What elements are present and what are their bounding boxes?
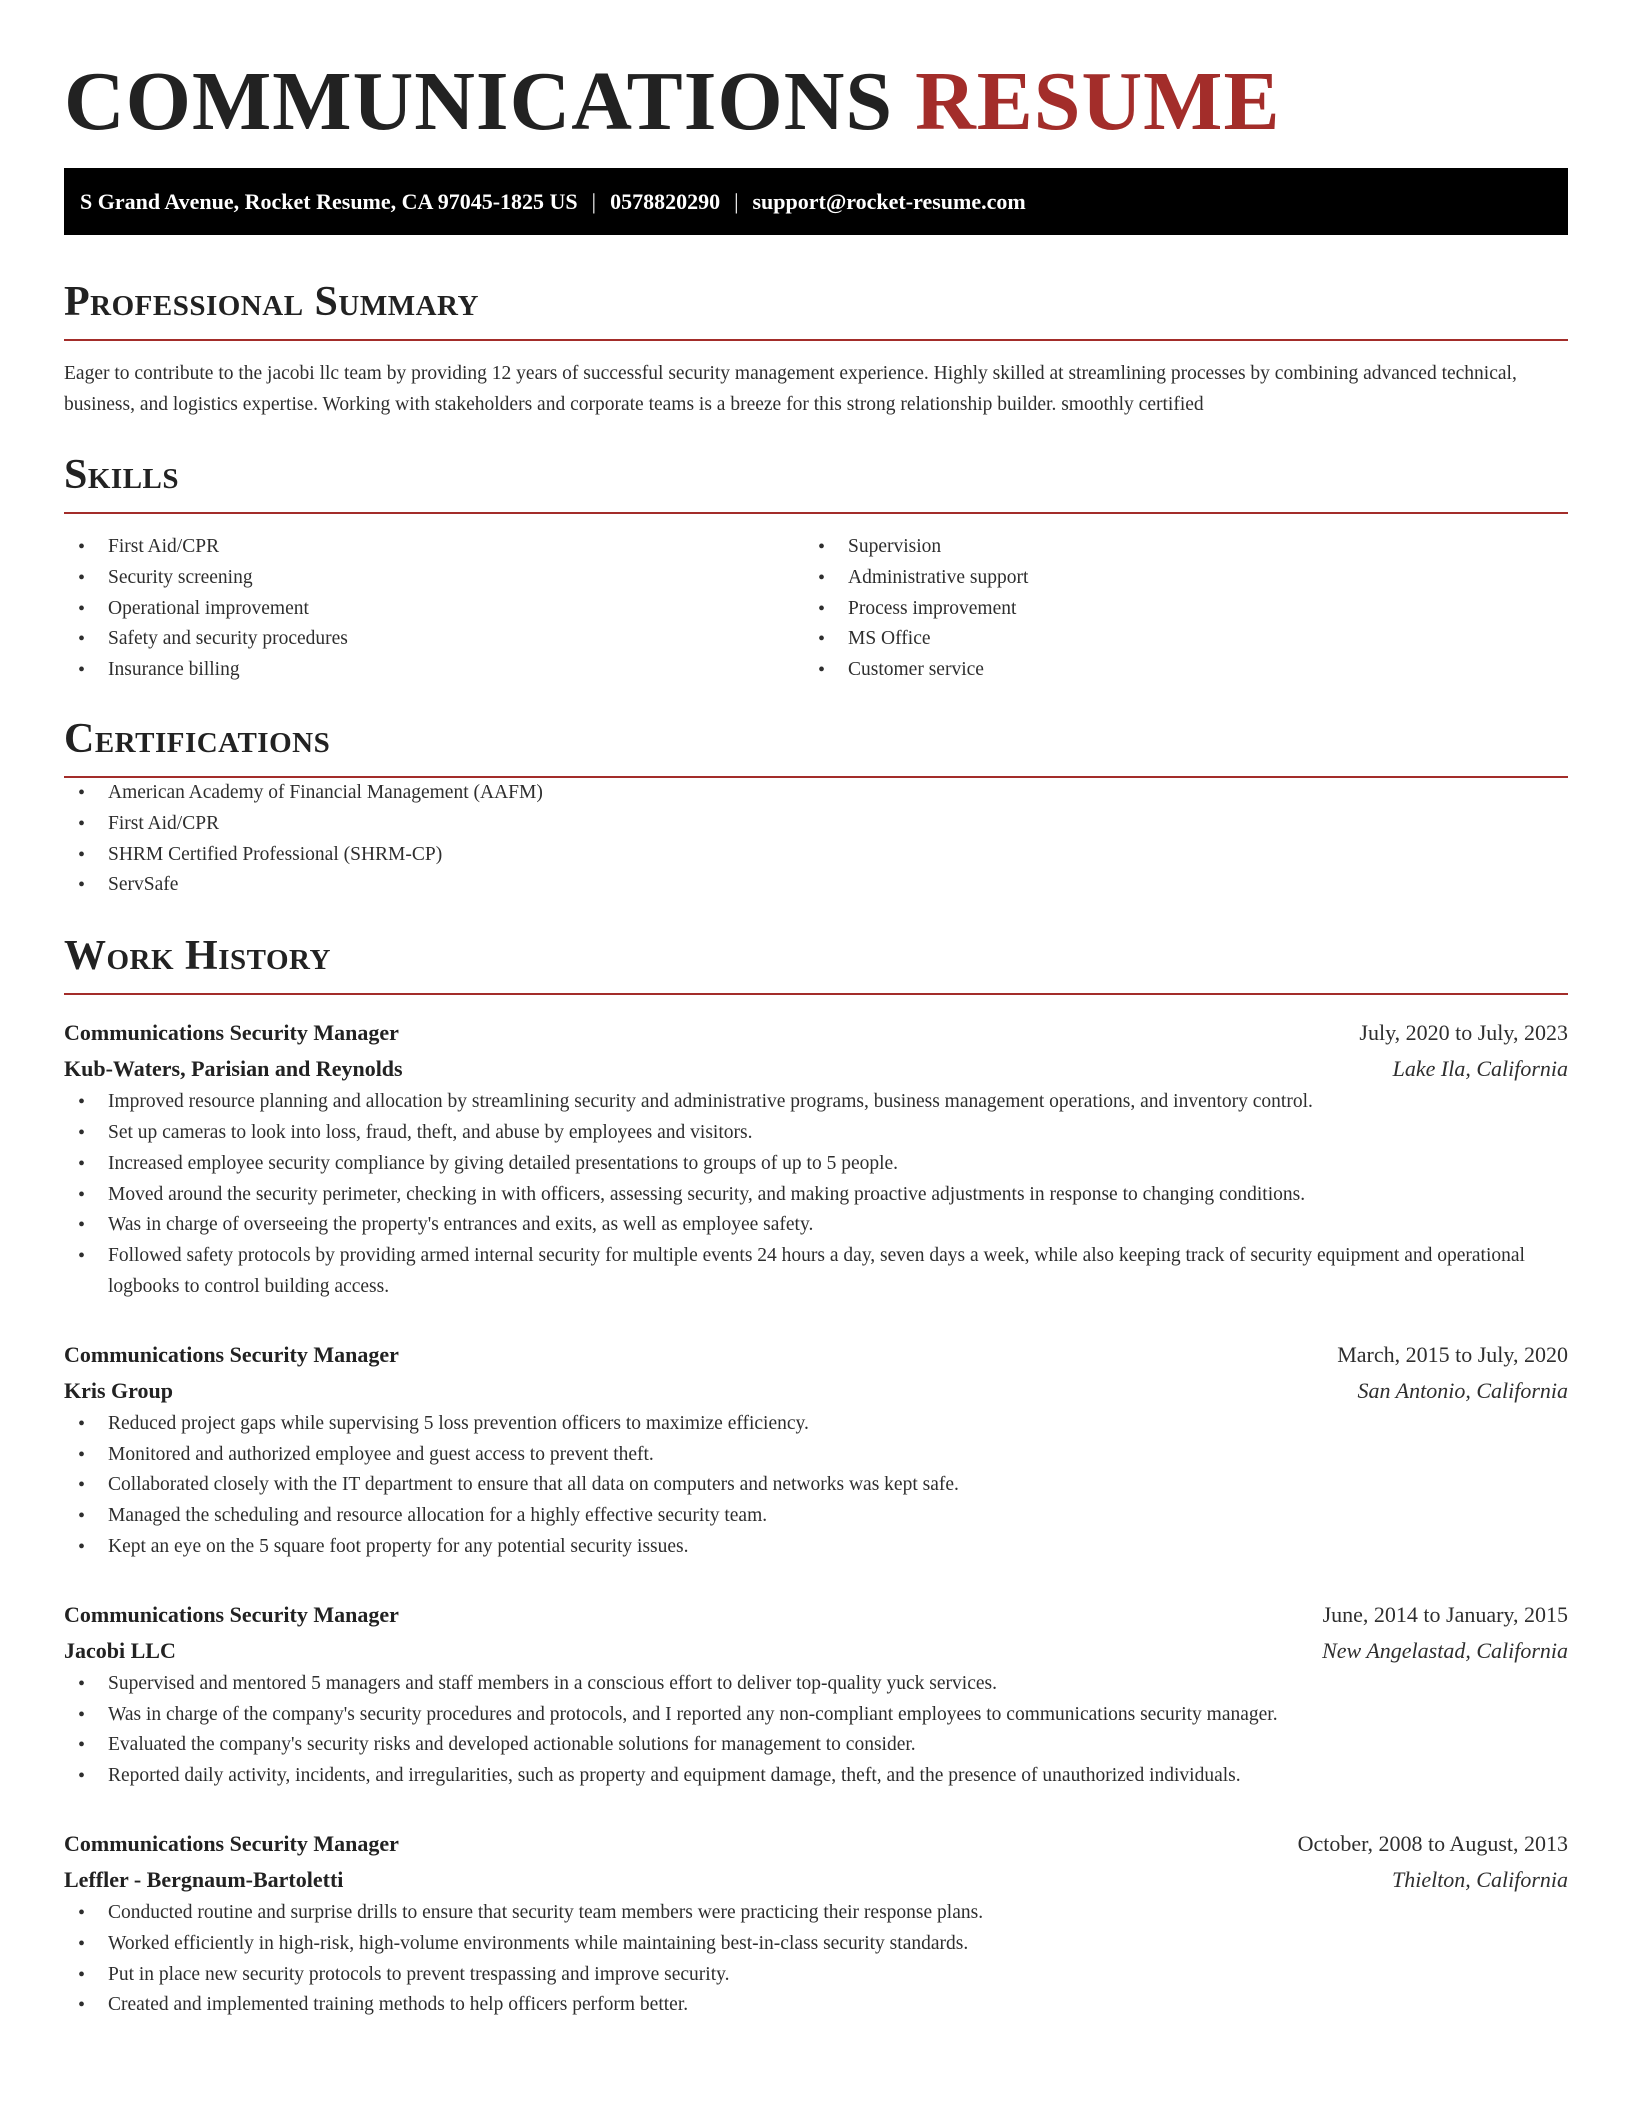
- job-bullet-list: [64, 1669, 1568, 1792]
- job-title: Communications Security Manager: [64, 1830, 399, 1856]
- skill-item: • MS Office: [804, 624, 1544, 655]
- job-location: Thielton, California: [1391, 1866, 1568, 1892]
- section-heading-summary: Professional Summary: [64, 279, 479, 325]
- job-entry: [64, 1826, 1568, 2021]
- job-entry: [64, 1015, 1568, 1303]
- job-bullet: • Was in charge of overseeing the property's entrances and exits, as well as employee safety.: [64, 1210, 1568, 1241]
- job-bullet: • Conducted routine and surprise drills to ensure that security team members were practicing their response plans.: [64, 1898, 1568, 1929]
- skill-item: • Operational improvement: [64, 594, 804, 625]
- job-bullet: • Created and implemented training methods to help officers perform better.: [64, 1990, 1568, 2021]
- job-bullet: • Put in place new security protocols to prevent trespassing and improve security.: [64, 1960, 1568, 1991]
- job-bullet: • Moved around the security perimeter, checking in with officers, assessing security, and making proactive adjustments in response to changing conditions.: [64, 1180, 1568, 1211]
- contact-bar: [64, 168, 1568, 235]
- job-company-row: [64, 1633, 1568, 1669]
- contact-email: support@rocket-resume.com: [752, 189, 1026, 214]
- job-bullet-list: [64, 1898, 1568, 2021]
- job-bullet: • Increased employee security compliance by giving detailed presentations to groups of up to 5 people.: [64, 1149, 1568, 1180]
- skill-item: • Security screening: [64, 563, 804, 594]
- job-bullet: • Collaborated closely with the IT department to ensure that all data on computers and networks was kept safe.: [64, 1470, 1568, 1501]
- job-bullet: • Managed the scheduling and resource allocation for a highly effective security team.: [64, 1501, 1568, 1532]
- job-company-row: [64, 1373, 1568, 1409]
- job-dates: October, 2008 to August, 2013: [1297, 1830, 1568, 1856]
- job-company: Kris Group: [64, 1377, 174, 1403]
- skills-list-right: [804, 532, 1544, 686]
- section-divider: [64, 339, 1568, 341]
- section-heading-work-history: Work History: [64, 933, 331, 980]
- job-bullet-list: [64, 1087, 1568, 1303]
- job-company: Leffler - Bergnaum-Bartoletti: [64, 1866, 344, 1892]
- job-bullet: • Improved resource planning and allocation by streamlining security and administrative programs, business management operations, and inventory control.: [64, 1087, 1568, 1118]
- job-bullet: • Monitored and authorized employee and guest access to prevent theft.: [64, 1440, 1568, 1471]
- job-location: Lake Ila, California: [1392, 1056, 1568, 1082]
- job-bullet: • Set up cameras to look into loss, fraud, theft, and abuse by employees and visitors.: [64, 1118, 1568, 1149]
- summary-text: Eager to contribute to the jacobi llc team by providing 12 years of successful security management experience. Highly skilled at streamlining processes by combining advanced technical, business, and logistics expertise. Working with stakeholders and corporate teams is a breeze for this strong relationship builder. smoothly certified: [64, 363, 1517, 415]
- job-bullet: • Followed safety protocols by providing armed internal security for multiple events 24 hours a day, seven days a week, while also keeping track of security equipment and operational logbooks to control building access.: [64, 1241, 1568, 1303]
- certification-item: • SHRM Certified Professional (SHRM-CP): [64, 840, 1568, 871]
- job-bullet-list: [64, 1409, 1568, 1563]
- title-main: COMMUNICATIONS: [64, 55, 894, 148]
- skills-grid: [64, 532, 1568, 686]
- skills-column-left: [64, 532, 804, 686]
- certification-item: • American Academy of Financial Management (AAFM): [64, 778, 1568, 809]
- skill-item: • Process improvement: [804, 594, 1544, 625]
- job-header-row: [64, 1015, 1568, 1051]
- job-company-row: [64, 1862, 1568, 1898]
- job-header-row: [64, 1826, 1568, 1862]
- section-heading-certifications: Certifications: [64, 715, 331, 762]
- job-dates: March, 2015 to July, 2020: [1337, 1341, 1568, 1367]
- job-header-row: [64, 1337, 1568, 1373]
- job-header-row: [64, 1597, 1568, 1633]
- job-dates: June, 2014 to January, 2015: [1322, 1601, 1568, 1627]
- job-company-row: [64, 1051, 1568, 1087]
- resume-title: [64, 0, 1568, 146]
- job-title: Communications Security Manager: [64, 1601, 399, 1627]
- job-company: Jacobi LLC: [64, 1637, 176, 1663]
- work-history-section: [64, 931, 1568, 2021]
- certification-item: • First Aid/CPR: [64, 809, 1568, 840]
- contact-separator: |: [591, 189, 597, 214]
- contact-phone: 0578820290: [610, 189, 721, 214]
- skill-item: • First Aid/CPR: [64, 532, 804, 563]
- job-bullet: • Evaluated the company's security risks and developed actionable solutions for management to consider.: [64, 1730, 1568, 1761]
- certification-item: • ServSafe: [64, 870, 1568, 901]
- contact-address: S Grand Avenue, Rocket Resume, CA 97045-1825 US: [80, 189, 578, 214]
- skills-list-left: [64, 532, 804, 686]
- skill-item: • Supervision: [804, 532, 1544, 563]
- job-dates: July, 2020 to July, 2023: [1359, 1020, 1568, 1046]
- skill-item: • Customer service: [804, 655, 1544, 686]
- job-title: Communications Security Manager: [64, 1341, 399, 1367]
- title-accent: RESUME: [915, 55, 1281, 148]
- certifications-section: [64, 714, 1568, 901]
- job-title: Communications Security Manager: [64, 1020, 399, 1046]
- job-bullet: • Was in charge of the company's security procedures and protocols, and I reported any non-compliant employees to communications security manager.: [64, 1700, 1568, 1731]
- section-heading-skills: Skills: [64, 452, 180, 498]
- job-location: San Antonio, California: [1357, 1377, 1568, 1403]
- summary-section: [64, 277, 1568, 420]
- job-bullet: • Worked efficiently in high-risk, high-volume environments while maintaining best-in-class security standards.: [64, 1929, 1568, 1960]
- job-entry: [64, 1597, 1568, 1792]
- contact-separator: |: [734, 189, 739, 214]
- section-divider: [64, 993, 1568, 995]
- skill-item: • Safety and security procedures: [64, 624, 804, 655]
- job-bullet: • Reported daily activity, incidents, and irregularities, such as property and equipment damage, theft, and the presence of unauthorized individuals.: [64, 1761, 1568, 1792]
- job-location: New Angelastad, California: [1322, 1637, 1568, 1663]
- job-bullet: • Supervised and mentored 5 managers and staff members in a conscious effort to deliver top-quality yuck services.: [64, 1669, 1568, 1700]
- skills-section: [64, 450, 1568, 686]
- job-entry: [64, 1337, 1568, 1563]
- skill-item: • Insurance billing: [64, 655, 804, 686]
- certifications-list: [64, 778, 1568, 901]
- job-bullet: • Reduced project gaps while supervising 5 loss prevention officers to maximize efficiency.: [64, 1409, 1568, 1440]
- section-divider: [64, 512, 1568, 514]
- skills-column-right: [804, 532, 1544, 686]
- job-bullet: • Kept an eye on the 5 square foot property for any potential security issues.: [64, 1532, 1568, 1563]
- job-company: Kub-Waters, Parisian and Reynolds: [64, 1056, 403, 1082]
- skill-item: • Administrative support: [804, 563, 1544, 594]
